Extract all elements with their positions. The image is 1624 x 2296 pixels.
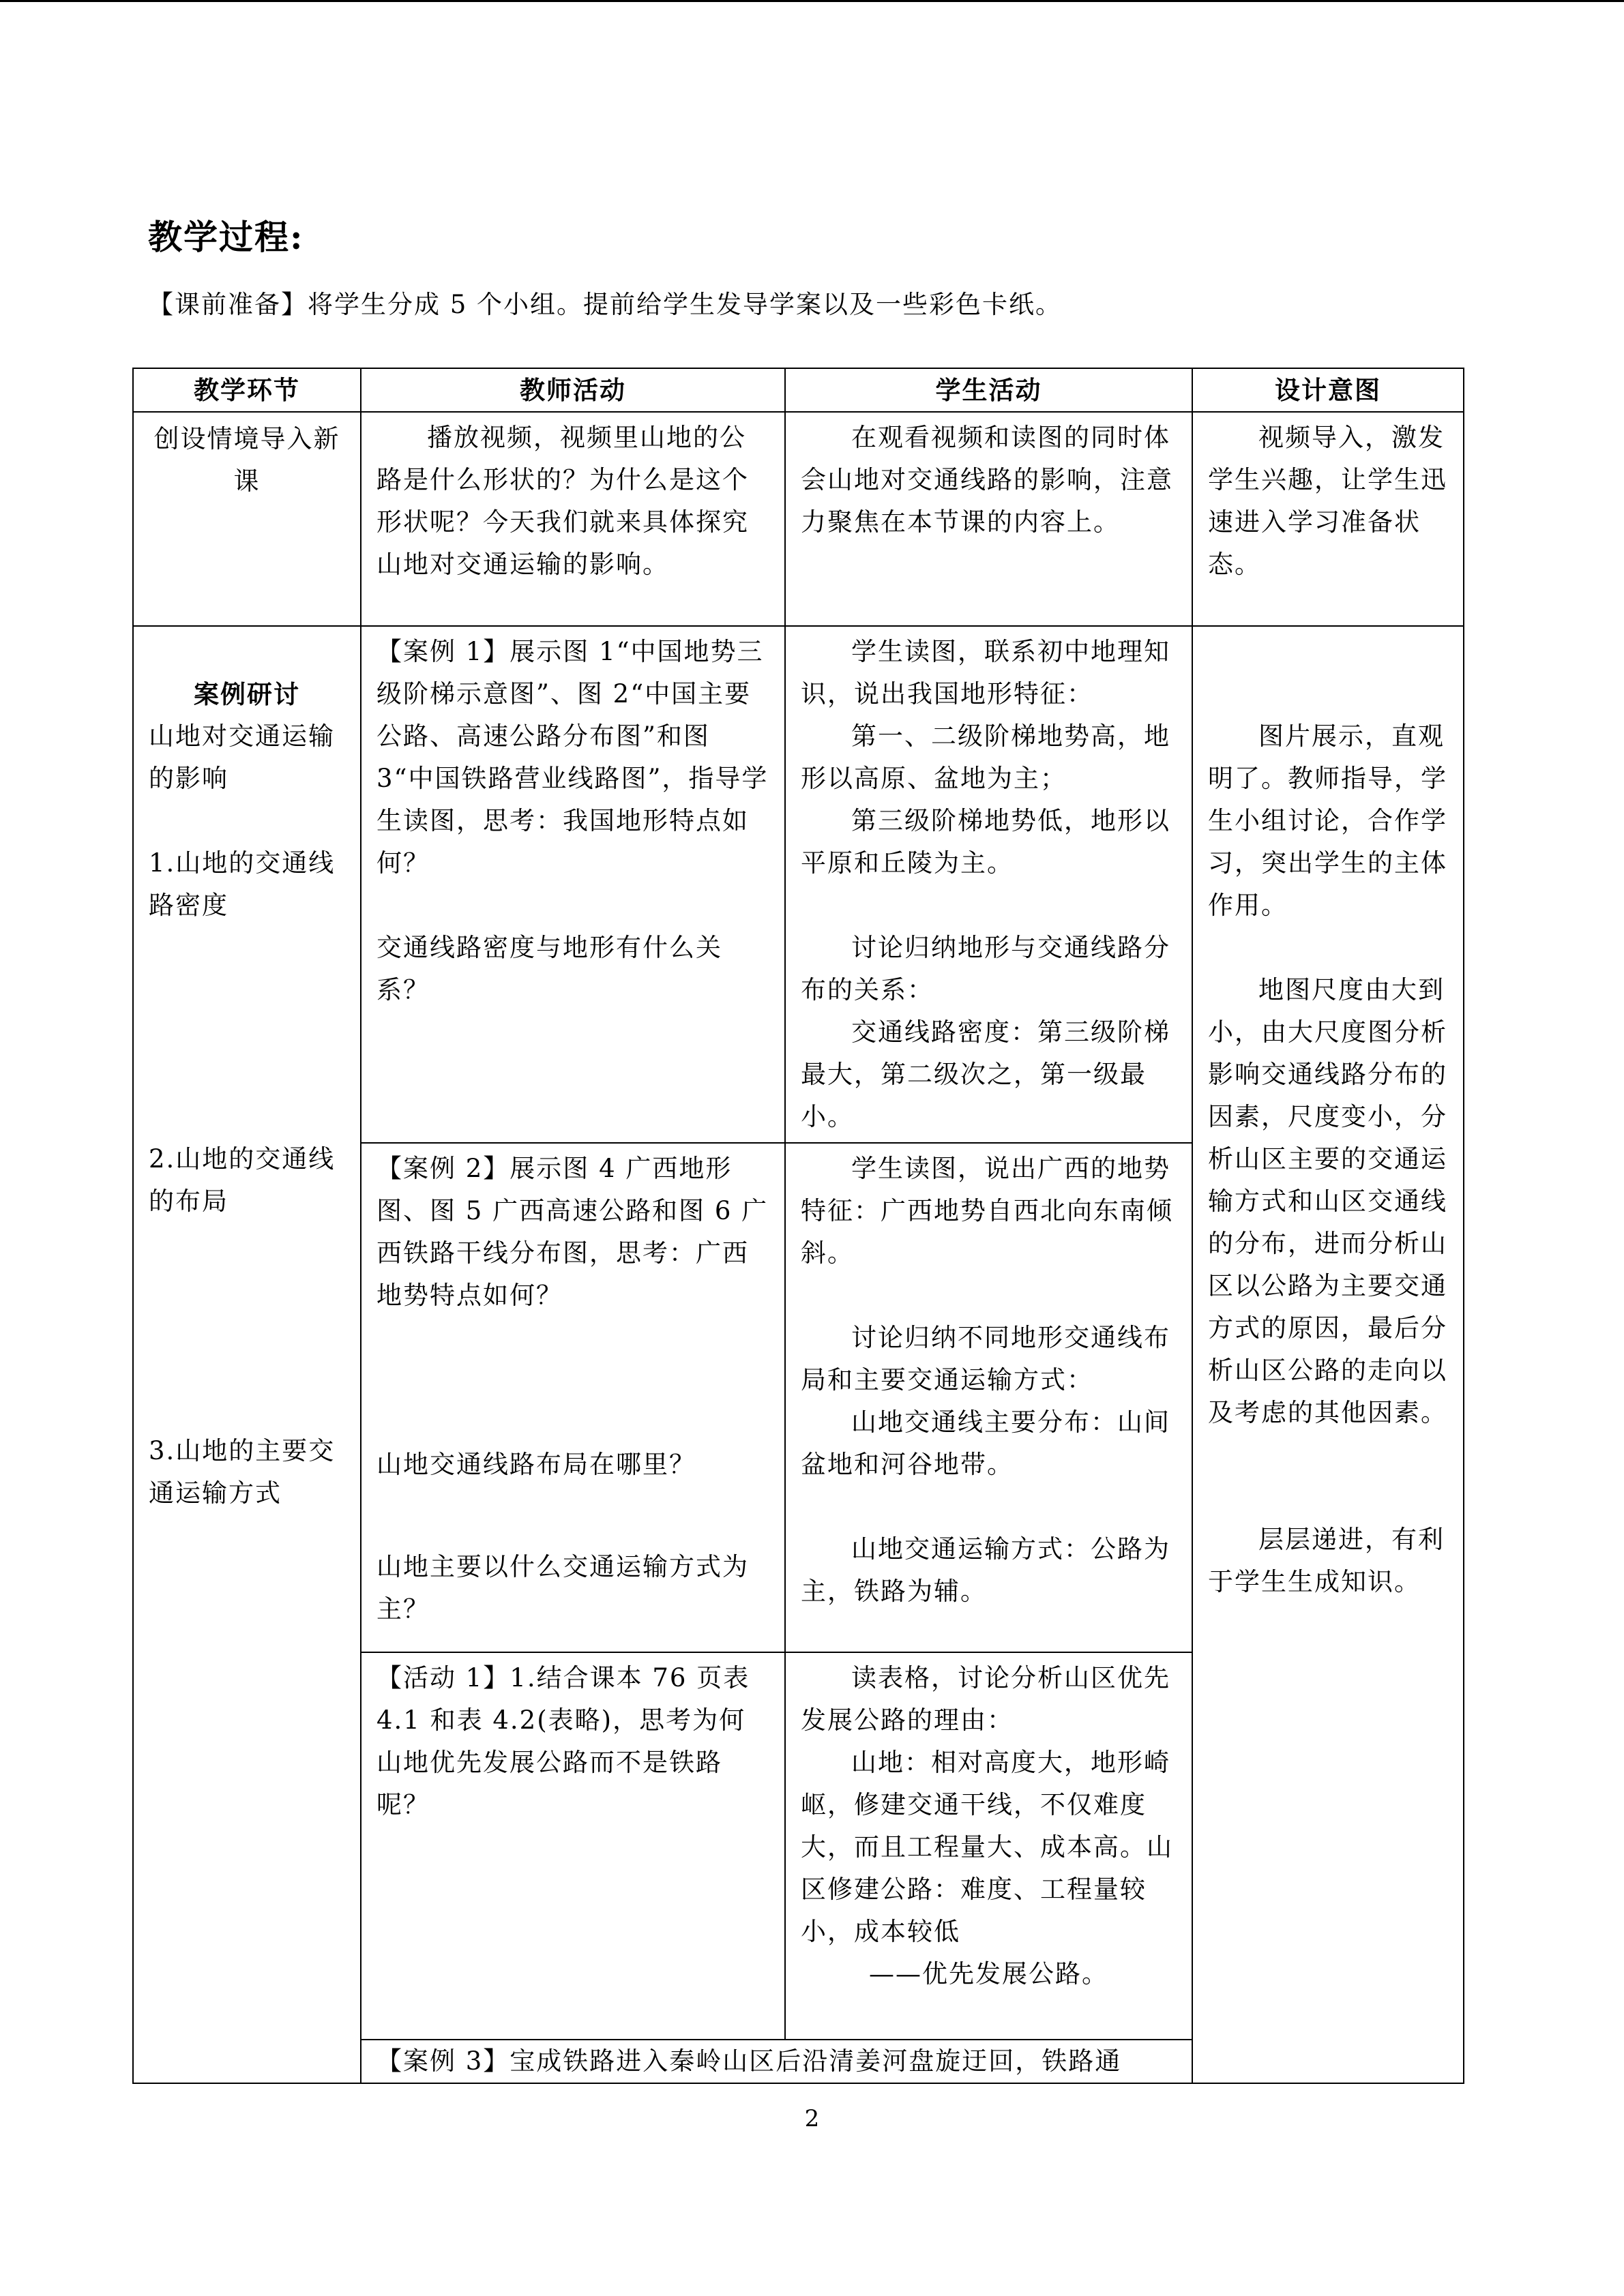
preparation-note: 【课前准备】将学生分成 5 个小组。提前给学生发导学案以及一些彩色卡纸。 [148,290,1063,319]
intent-text-3: 层层递进，有利于学生生成知识。 [1208,1525,1445,1596]
case2-student-p4: 山地交通运输方式：公路为主，铁路为辅。 [801,1534,1170,1606]
case1-teacher-question-2: 交通线路密度与地形有什么关系？ [377,933,722,1004]
activity1-teacher-cell [361,1652,785,2040]
case1-student-p3: 第三级阶梯地势低，地形以平原和丘陵为主。 [801,806,1170,878]
case2-teacher-question-2: 山地交通线路布局在哪里？ [377,1450,696,1479]
case1-student-p2: 第一、二级阶梯地势高，地形以高原、盆地为主； [801,721,1170,793]
case2-student-p2: 讨论归纳不同地形交通线布局和主要交通运输方式： [801,1323,1170,1395]
header-teacher: 教师活动 [361,368,785,412]
activity1-teacher-text: 【活动 1】1.结合课本 76 页表 4.1 和表 4.2(表略)，思考为何山地优先发展公路而不是铁路呢？ [377,1663,750,1819]
header-intent: 设计意图 [1192,368,1464,412]
header-stage: 教学环节 [133,368,361,412]
case2-student-p1: 学生读图，说出广西的地势特征：广西地势自西北向东南倾斜。 [801,1154,1173,1268]
intro-stage-text: 创设情境导入新课 [153,424,340,496]
intro-intent-cell [1192,412,1464,626]
case-study-item-2: 2.山地的交通线的布局 [149,1144,336,1216]
case1-student-p4: 讨论归纳地形与交通线路分布的关系： [801,933,1170,1004]
table-row-intro [133,412,1464,626]
case2-teacher-question-3: 山地主要以什么交通运输方式为主？ [377,1552,749,1624]
intent-text-1: 图片展示，直观明了。教师指导，学生小组讨论，合作学习，突出学生的主体作用。 [1208,721,1447,920]
intro-intent-text: 视频导入，激发学生兴趣，让学生迅速进入学习准备状态。 [1208,423,1447,579]
page-number: 2 [804,2105,820,2132]
activity1-student-p1: 读表格，讨论分析山区优先发展公路的理由： [801,1663,1170,1735]
lesson-plan-table [132,368,1464,2084]
intro-teacher-text: 播放视频，视频里山地的公路是什么形状的？为什么是这个形状呢？今天我们就来具体探究山地对交通运输的影响。 [377,423,749,579]
case-study-item-3: 3.山地的主要交通运输方式 [149,1436,336,1508]
case3-teacher-cell [361,2040,1192,2083]
case1-student-cell [785,626,1192,1143]
case1-teacher-question-1: 【案例 1】展示图 1“中国地势三级阶梯示意图”、图 2“中国主要公路、高速公路分布图”和图 3“中国铁路营业线路图”，指导学生读图，思考：我国地形特点如何？ [377,637,769,878]
case-study-item-1: 1.山地的交通线路密度 [149,848,336,920]
intro-student-text: 在观看视频和读图的同时体会山地对交通线路的影响，注意力聚焦在本节课的内容上。 [801,423,1173,537]
case1-student-p1: 学生读图，联系初中地理知识，说出我国地形特征： [801,637,1170,709]
case1-teacher-cell [361,626,785,1143]
case2-student-cell [785,1143,1192,1652]
case2-student-p3: 山地交通线主要分布：山间盆地和河谷地带。 [801,1407,1170,1479]
case2-teacher-question-1: 【案例 2】展示图 4 广西地形图、图 5 广西高速公路和图 6 广西铁路干线分布图，思考：广西地势特点如何？ [377,1154,769,1310]
page-title: 教学过程: [148,217,304,257]
activity1-student-cell [785,1652,1192,2040]
case-study-subtitle: 山地对交通运输的影响 [149,721,335,793]
activity1-student-p2: 山地：相对高度大，地形崎岖，修建交通干线，不仅难度大，而且工程量大、成本高。山区修建公路：难度、工程量较小，成本较低 [801,1748,1173,1946]
table-header-row [133,368,1464,412]
table-row-case1 [133,626,1464,1143]
case-study-heading: 案例研讨 [194,679,300,709]
top-border-line [0,0,1624,2]
activity1-student-p3: ——优先发展公路。 [869,1959,1108,1988]
case-study-intent-cell [1192,626,1464,2083]
case2-teacher-cell [361,1143,785,1652]
case3-teacher-text: 【案例 3】宝成铁路进入秦岭山区后沿清姜河盘旋迂回，铁路通 [377,2046,1122,2076]
intro-stage-cell [133,412,361,626]
case1-student-p5: 交通线路密度：第三级阶梯最大，第二级次之，第一级最小。 [801,1017,1170,1131]
intent-text-2: 地图尺度由大到小，由大尺度图分析影响交通线路分布的因素，尺度变小，分析山区主要的交通运输方式和山区交通线的分布，进而分析山区以公路为主要交通方式的原因，最后分析山区公路的走向以及考虑的其他因素。 [1208,975,1447,1427]
intro-student-cell [785,412,1192,626]
header-student: 学生活动 [785,368,1192,412]
intro-teacher-cell [361,412,785,626]
case-study-stage-cell [133,626,361,2083]
